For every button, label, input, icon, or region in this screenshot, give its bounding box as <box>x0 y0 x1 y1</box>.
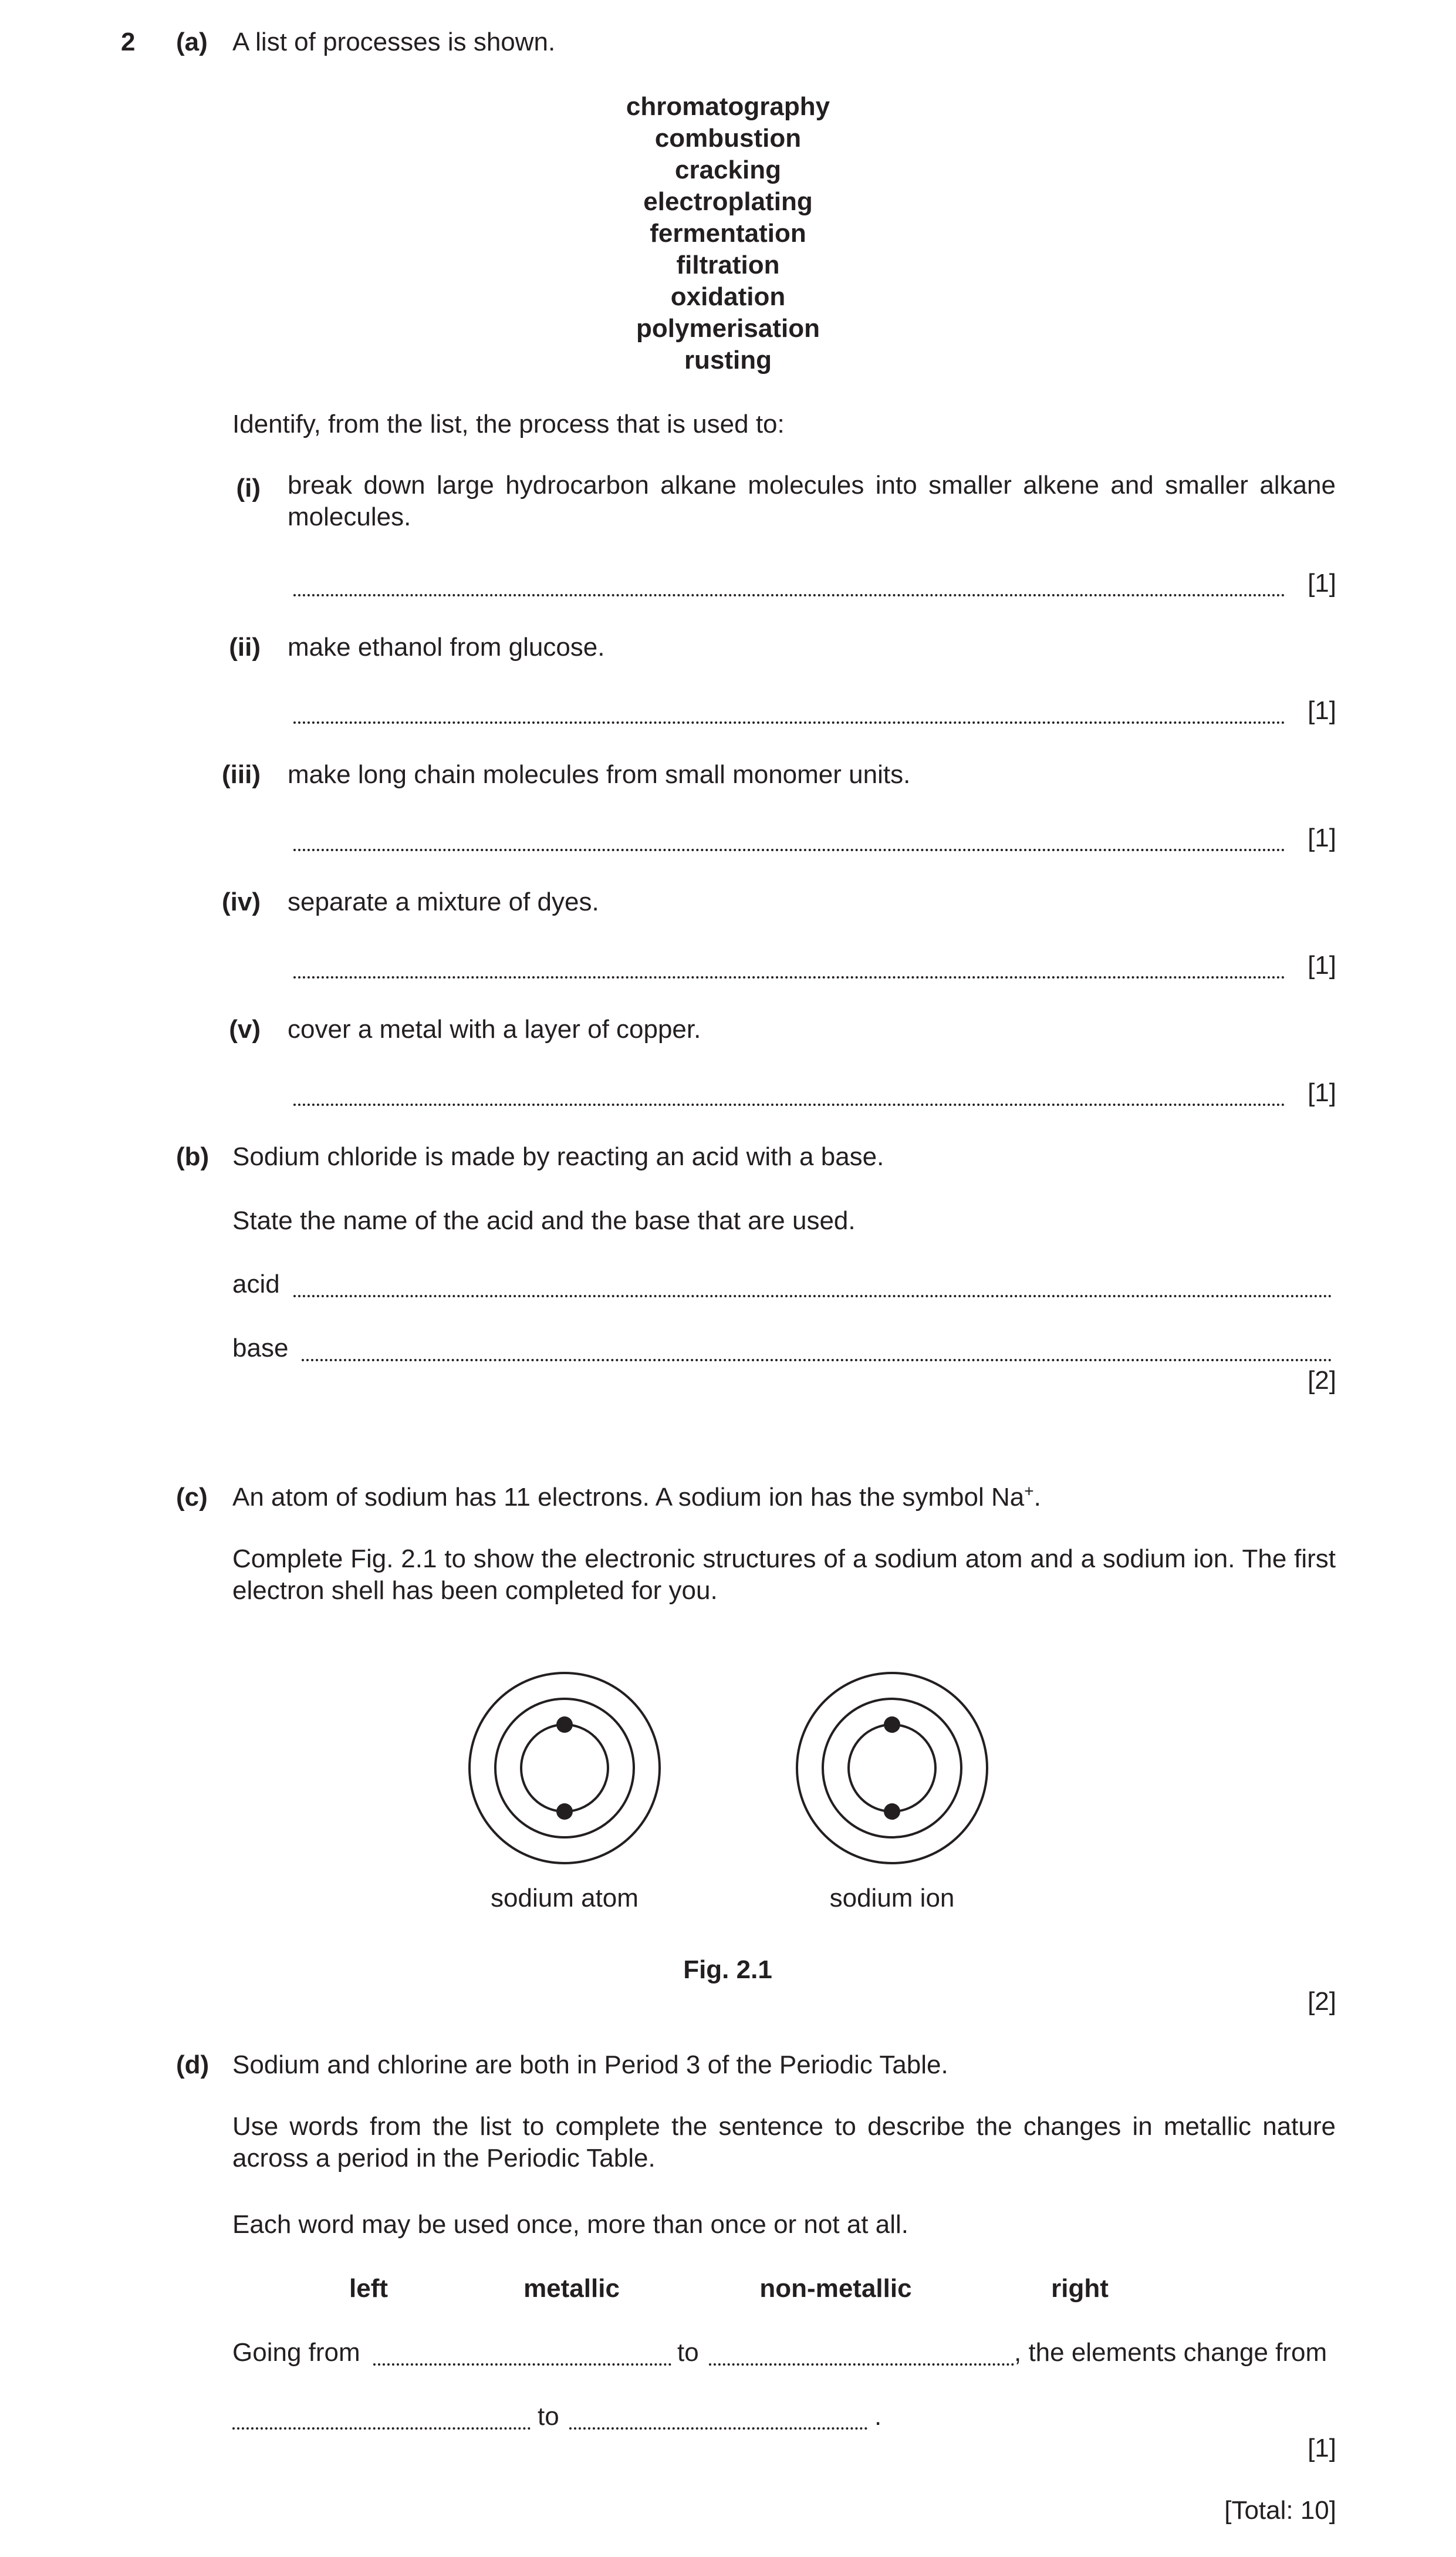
electron <box>884 1716 900 1733</box>
process-item: fermentation <box>650 219 806 248</box>
sodium-atom-diagram <box>469 1673 660 1863</box>
subpart-label: (v) <box>229 1015 261 1044</box>
subpart-text: make long chain molecules from small monomer units. <box>288 760 911 789</box>
process-item: polymerisation <box>636 314 820 343</box>
total-marks: [Total: 10] <box>1224 2496 1336 2525</box>
mark-allocation: [1] <box>1308 569 1336 598</box>
process-item: cracking <box>675 156 781 184</box>
part-b-label: (b) <box>176 1142 210 1171</box>
mark-allocation: [2] <box>1308 1987 1336 2016</box>
subpart-label: (iv) <box>222 888 261 916</box>
outer-shell <box>469 1673 660 1863</box>
sentence-to-2: to <box>538 2402 559 2431</box>
sodium-ion-label: sodium ion <box>829 1884 955 1912</box>
acid-label: acid <box>232 1270 280 1298</box>
word-option: right <box>1051 2274 1109 2303</box>
part-b-text1: Sodium chloride is made by reacting an acid with a base. <box>232 1142 884 1171</box>
word-option: left <box>349 2274 388 2303</box>
sodium-ion-diagram <box>797 1673 987 1863</box>
sentence-start: Going from <box>232 2338 360 2367</box>
part-c-text1: An atom of sodium has 11 electrons. A sodium ion has the symbol Na+. <box>232 1482 1041 1512</box>
process-item: electroplating <box>643 187 813 216</box>
blank-answer-1[interactable] <box>373 2363 671 2366</box>
sentence-end: . <box>874 2402 882 2431</box>
blank-answer-2[interactable] <box>709 2363 1014 2366</box>
mark-allocation: [1] <box>1308 696 1336 725</box>
electron <box>556 1803 573 1820</box>
process-item: combustion <box>654 124 802 153</box>
subpart-text: make ethanol from glucose. <box>288 633 605 662</box>
question-number: 2 <box>121 28 136 56</box>
sentence-mid: , the elements change from <box>1014 2338 1327 2367</box>
part-a-label: (a) <box>176 28 208 56</box>
subpart-label: (i) <box>236 474 261 502</box>
word-option: non-metallic <box>759 2274 912 2303</box>
mark-allocation: [1] <box>1308 1078 1336 1107</box>
process-item: chromatography <box>626 92 830 121</box>
mark-allocation: [2] <box>1308 1366 1336 1395</box>
process-item: rusting <box>684 346 772 375</box>
blank-answer-4[interactable] <box>569 2427 867 2430</box>
first-shell <box>521 1725 608 1812</box>
mark-allocation: [1] <box>1308 951 1336 980</box>
part-d-text1: Sodium and chlorine are both in Period 3 of the Periodic Table. <box>232 2050 948 2079</box>
part-c-label: (c) <box>176 1483 208 1512</box>
subpart-text: cover a metal with a layer of copper. <box>288 1015 701 1044</box>
process-item: oxidation <box>670 282 786 311</box>
part-a-intro: A list of processes is shown. <box>232 28 556 56</box>
process-item: filtration <box>676 251 780 279</box>
part-b-text2: State the name of the acid and the base that are used. <box>232 1206 856 1235</box>
part-d-label: (d) <box>176 2050 210 2079</box>
subpart-label: (iii) <box>222 760 261 789</box>
first-shell <box>849 1725 935 1812</box>
subpart-label: (ii) <box>229 633 261 662</box>
part-a-instruction: Identify, from the list, the process that is used to: <box>232 410 785 438</box>
part-d-text2: Use words from the list to complete the sentence to describe the changes in metallic nature across a period in the Periodic Table. <box>232 2112 1336 2173</box>
base-label: base <box>232 1334 289 1362</box>
electron <box>884 1803 900 1820</box>
subpart-text: separate a mixture of dyes. <box>288 888 599 916</box>
blank-answer-3[interactable] <box>232 2427 531 2430</box>
mark-allocation: [1] <box>1308 824 1336 852</box>
mark-allocation: [1] <box>1308 2434 1336 2462</box>
sentence-to-1: to <box>677 2338 699 2367</box>
electron <box>556 1716 573 1733</box>
part-d-text3: Each word may be used once, more than once or not at all. <box>232 2210 908 2239</box>
outer-shell <box>797 1673 987 1863</box>
sodium-atom-label: sodium atom <box>491 1884 639 1912</box>
figure-caption: Fig. 2.1 <box>683 1955 772 1984</box>
subpart-text: break down large hydrocarbon alkane molecules into smaller alkene and smaller alkane molecules. <box>288 471 1336 531</box>
word-option: metallic <box>523 2274 620 2303</box>
part-c-text2: Complete Fig. 2.1 to show the electronic structures of a sodium atom and a sodium ion. The first electron shell has been completed for you. <box>232 1544 1336 1605</box>
